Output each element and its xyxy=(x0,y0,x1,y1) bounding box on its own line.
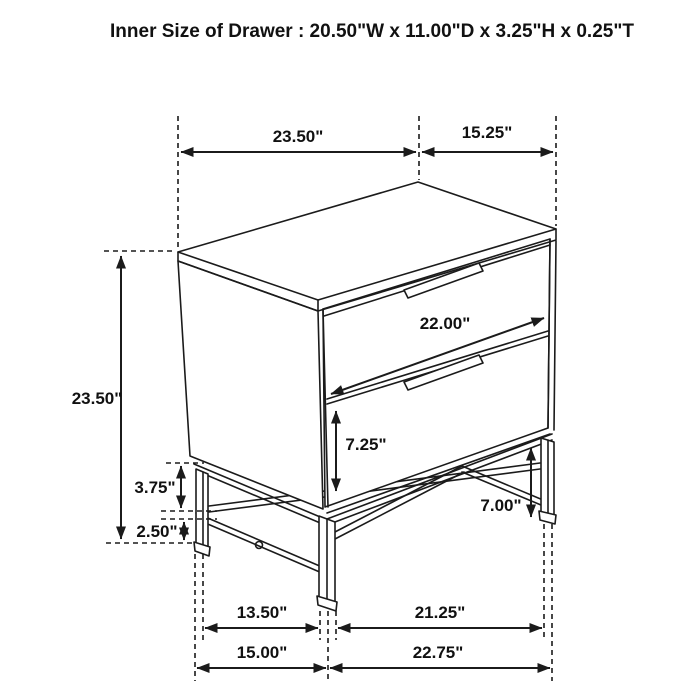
dim-label-rail-height: 3.75" xyxy=(134,478,176,497)
cabinet xyxy=(178,182,556,513)
dim-label-base-front-outer: 15.00" xyxy=(236,643,288,662)
dim-label-base-side-outer: 22.75" xyxy=(412,643,464,662)
dim-label-base-side-inner: 21.25" xyxy=(414,603,466,622)
leg-front xyxy=(317,516,337,611)
dim-label-drawer-height: 7.25" xyxy=(345,435,387,454)
dim-label-top-width: 23.50" xyxy=(272,127,324,146)
leg-left xyxy=(194,469,210,556)
dim-label-top-depth: 15.25" xyxy=(461,123,513,142)
lower-rail-left xyxy=(196,513,322,573)
dim-label-base-front-inner: 13.50" xyxy=(236,603,288,622)
dim-label-leg-height: 7.00" xyxy=(480,496,522,515)
leg-right xyxy=(539,438,556,524)
right-corner-post xyxy=(548,239,556,430)
dim-label-overall-height: 23.50" xyxy=(71,389,123,408)
diagram-title: Inner Size of Drawer : 20.50"W x 11.00"D x 3.25"H x 0.25"T xyxy=(110,21,634,42)
dim-label-clearance: 2.50" xyxy=(136,522,178,541)
dim-label-drawer-width: 22.00" xyxy=(419,314,471,333)
